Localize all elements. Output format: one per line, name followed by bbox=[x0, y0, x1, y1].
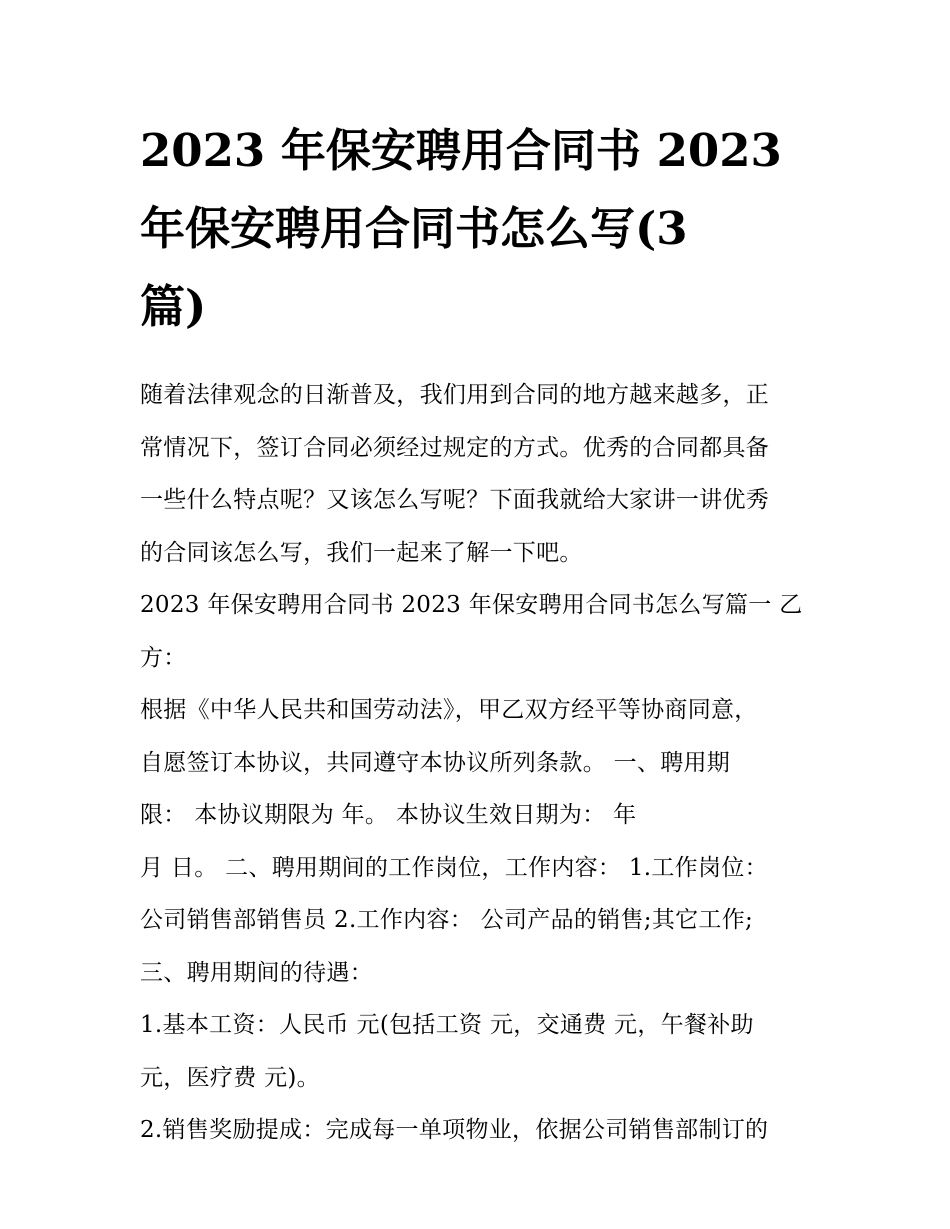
document-body bbox=[140, 369, 820, 1157]
body-line: 随着法律观念的日渐普及，我们用到合同的地方越来越多，正 bbox=[140, 382, 770, 408]
body-line: 2023 年保安聘用合同书 2023 年保安聘用合同书怎么写篇一 乙 bbox=[140, 592, 803, 618]
document-title bbox=[140, 112, 820, 346]
body-line: 2.销售奖励提成：完成每一单项物业，依据公司销售部制订的 bbox=[140, 1117, 769, 1143]
body-line: 常情况下，签订合同必须经过规定的方式。优秀的合同都具备 bbox=[140, 434, 770, 461]
body-line: 方： bbox=[140, 644, 187, 671]
body-line: 的合同该怎么写，我们一起来了解一下吧。 bbox=[140, 539, 583, 566]
title-line: 2023 年保安聘用合同书 2023 bbox=[140, 124, 782, 177]
document-page bbox=[140, 112, 820, 1157]
title-line: 篇) bbox=[140, 280, 207, 333]
body-line: 自愿签订本协议，共同遵守本协议所列条款。 一、聘用期 bbox=[140, 749, 731, 776]
body-line: 公司销售部销售员 2.工作内容： 公司产品的销售;其它工作; bbox=[140, 907, 754, 933]
body-line: 1.基本工资：人民币 元(包括工资 元，交通费 元，午餐补助 bbox=[140, 1012, 754, 1038]
body-line: 限： 本协议期限为 年。 本协议生效日期为： 年 bbox=[140, 802, 637, 828]
title-line: 年保安聘用合同书怎么写(3 bbox=[140, 202, 688, 255]
body-line: 元，医疗费 元)。 bbox=[140, 1064, 320, 1091]
body-line: 月 日。 二、聘用期间的工作岗位，工作内容： 1.工作岗位： bbox=[140, 854, 768, 881]
body-line: 三、聘用期间的待遇： bbox=[140, 959, 373, 986]
body-line: 一些什么特点呢？又该怎么写呢？下面我就给大家讲一讲优秀 bbox=[140, 487, 770, 513]
body-line: 根据《中华人民共和国劳动法》，甲乙双方经平等协商同意， bbox=[140, 697, 758, 723]
